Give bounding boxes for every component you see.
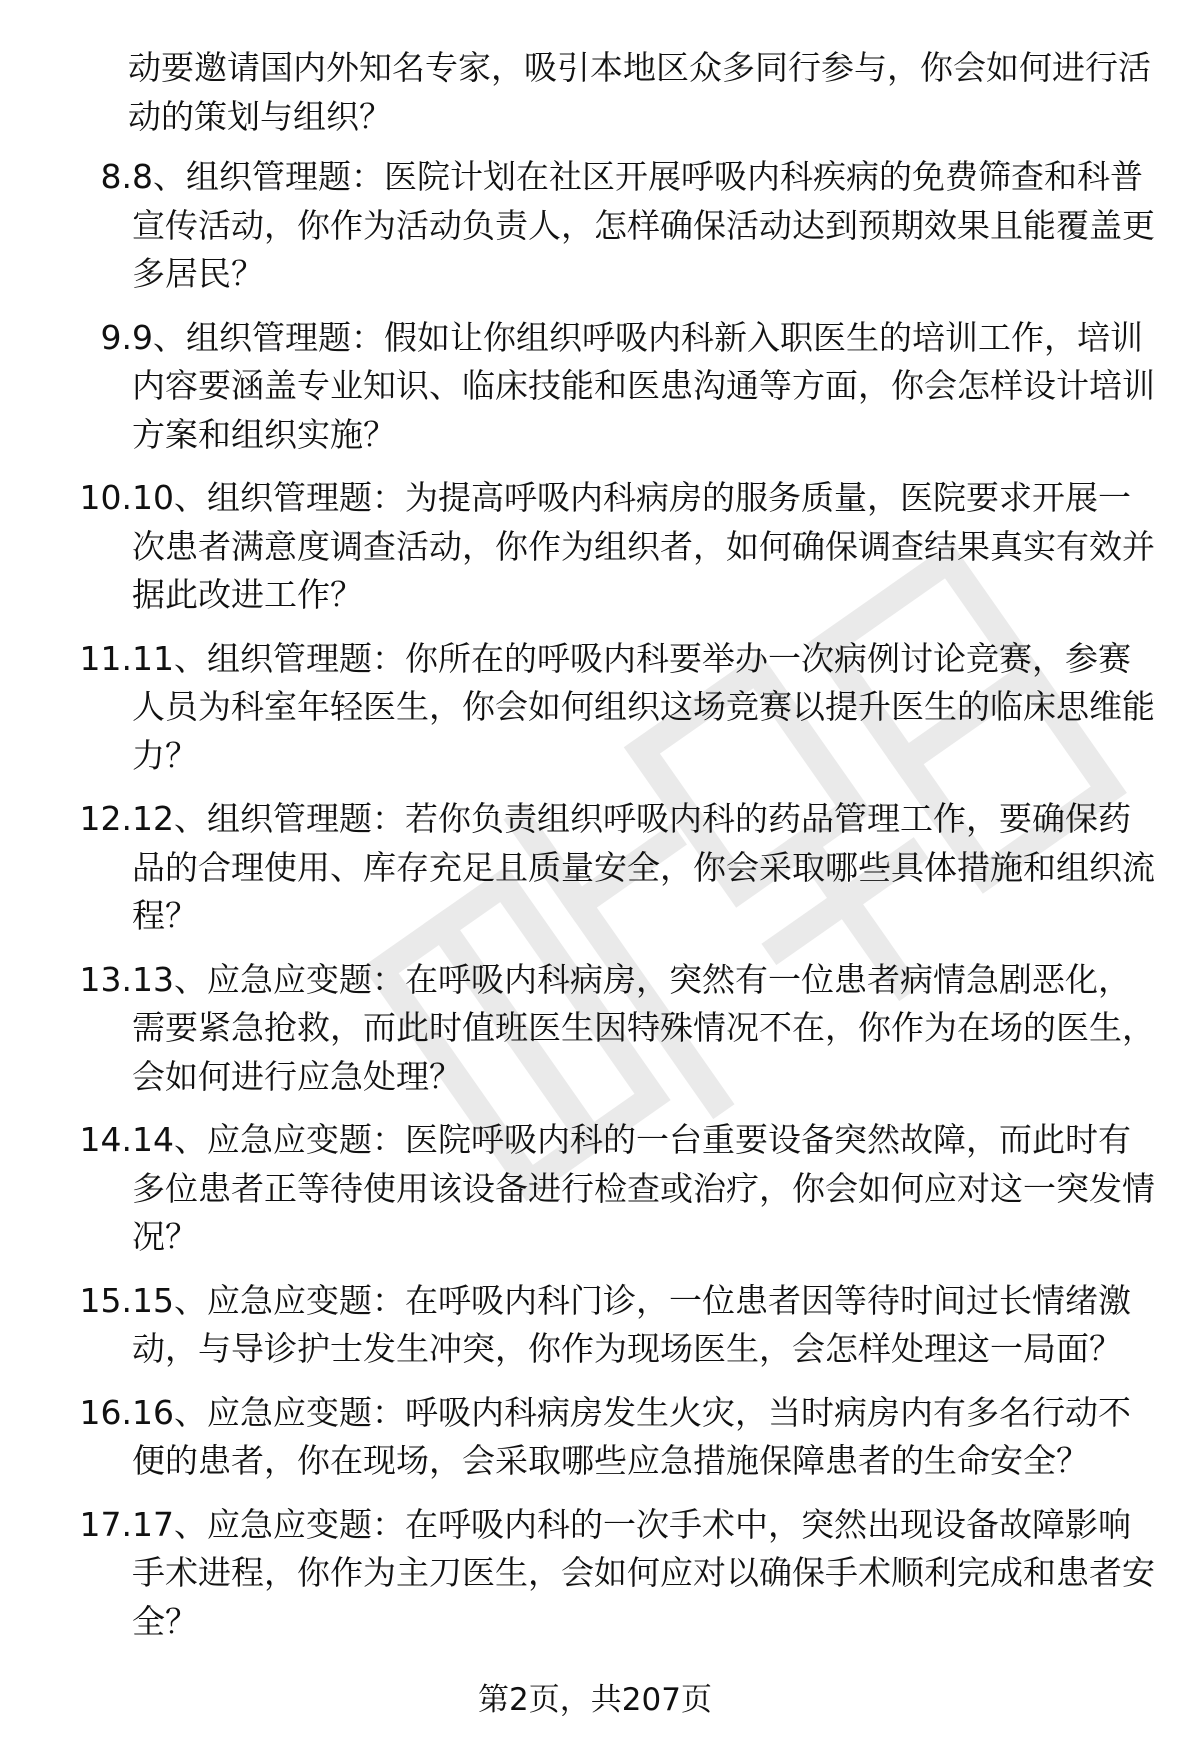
list-item bbox=[58, 314, 1178, 460]
page-footer: 第2页，共207页 bbox=[478, 1682, 712, 1718]
list-item-text: 13、应急应变题：在呼吸内科病房，突然有一位患者病情急剧恶化，需要紧急抢救，而此时值班医生因特殊情况不在，你作为在场的医生，会如何进行应急处理？ bbox=[132, 959, 1155, 1096]
list-item bbox=[58, 474, 1178, 620]
list-item-text: 15、应急应变题：在呼吸内科门诊，一位患者因等待时间过长情绪激动，与导诊护士发生冲突，你作为现场医生，会怎样处理这一局面？ bbox=[132, 1280, 1131, 1368]
list-item-text: 11、组织管理题：你所在的呼吸内科要举办一次病例讨论竞赛，参赛人员为科室年轻医生，你会如何组织这场竞赛以提升医生的临床思维能力？ bbox=[132, 638, 1155, 775]
list-item bbox=[58, 1501, 1178, 1647]
list-item bbox=[58, 1277, 1178, 1374]
list-item-number: 15. bbox=[79, 1280, 132, 1320]
list-item-number: 16. bbox=[79, 1392, 132, 1432]
question-list bbox=[58, 44, 1178, 1661]
list-item-text: 17、应急应变题：在呼吸内科的一次手术中，突然出现设备故障影响手术进程，你作为主刀医生，会如何应对以确保手术顺利完成和患者安全？ bbox=[132, 1504, 1155, 1641]
list-item-number: 9. bbox=[100, 317, 132, 357]
list-item bbox=[58, 956, 1178, 1102]
list-item-number: 17. bbox=[79, 1504, 132, 1544]
list-item-text: 10、组织管理题：为提高呼吸内科病房的服务质量，医院要求开展一次患者满意度调查活动，你作为组织者，如何确保调查结果真实有效并据此改进工作？ bbox=[132, 478, 1155, 614]
list-item-number: 8. bbox=[100, 157, 132, 196]
list-item bbox=[58, 153, 1178, 299]
intro-continuation-text: 动要邀请国内外知名专家，吸引本地区众多同行参与，你会如何进行活动的策划与组织？ bbox=[128, 48, 1151, 136]
list-item bbox=[58, 1389, 1178, 1486]
list-item-number: 12. bbox=[79, 799, 132, 838]
list-item-number: 10. bbox=[79, 478, 132, 517]
list-item bbox=[58, 795, 1178, 941]
list-item-text: 9、组织管理题：假如让你组织呼吸内科新入职医生的培训工作，培训内容要涵盖专业知识、临床技能和医患沟通等方面，你会怎样设计培训方案和组织实施？ bbox=[132, 317, 1155, 454]
list-item bbox=[58, 1116, 1178, 1262]
list-item-text: 12、组织管理题：若你负责组织呼吸内科的药品管理工作，要确保药品的合理使用、库存充足且质量安全，你会采取哪些具体措施和组织流程？ bbox=[132, 799, 1155, 935]
list-item-number: 14. bbox=[79, 1120, 132, 1159]
list-item-number: 13. bbox=[79, 959, 132, 999]
list-item bbox=[58, 635, 1178, 781]
list-item-text: 16、应急应变题：呼吸内科病房发生火灾，当时病房内有多名行动不便的患者，你在现场，会采取哪些应急措施保障患者的生命安全？ bbox=[132, 1392, 1131, 1480]
list-item-number: 11. bbox=[79, 638, 132, 678]
list-item-text: 8、组织管理题：医院计划在社区开展呼吸内科疾病的免费筛查和科普宣传活动，你作为活动负责人，怎样确保活动达到预期效果且能覆盖更多居民？ bbox=[132, 157, 1155, 293]
list-item-text: 14、应急应变题：医院呼吸内科的一台重要设备突然故障，而此时有多位患者正等待使用该设备进行检查或治疗，你会如何应对这一突发情况？ bbox=[132, 1120, 1155, 1256]
